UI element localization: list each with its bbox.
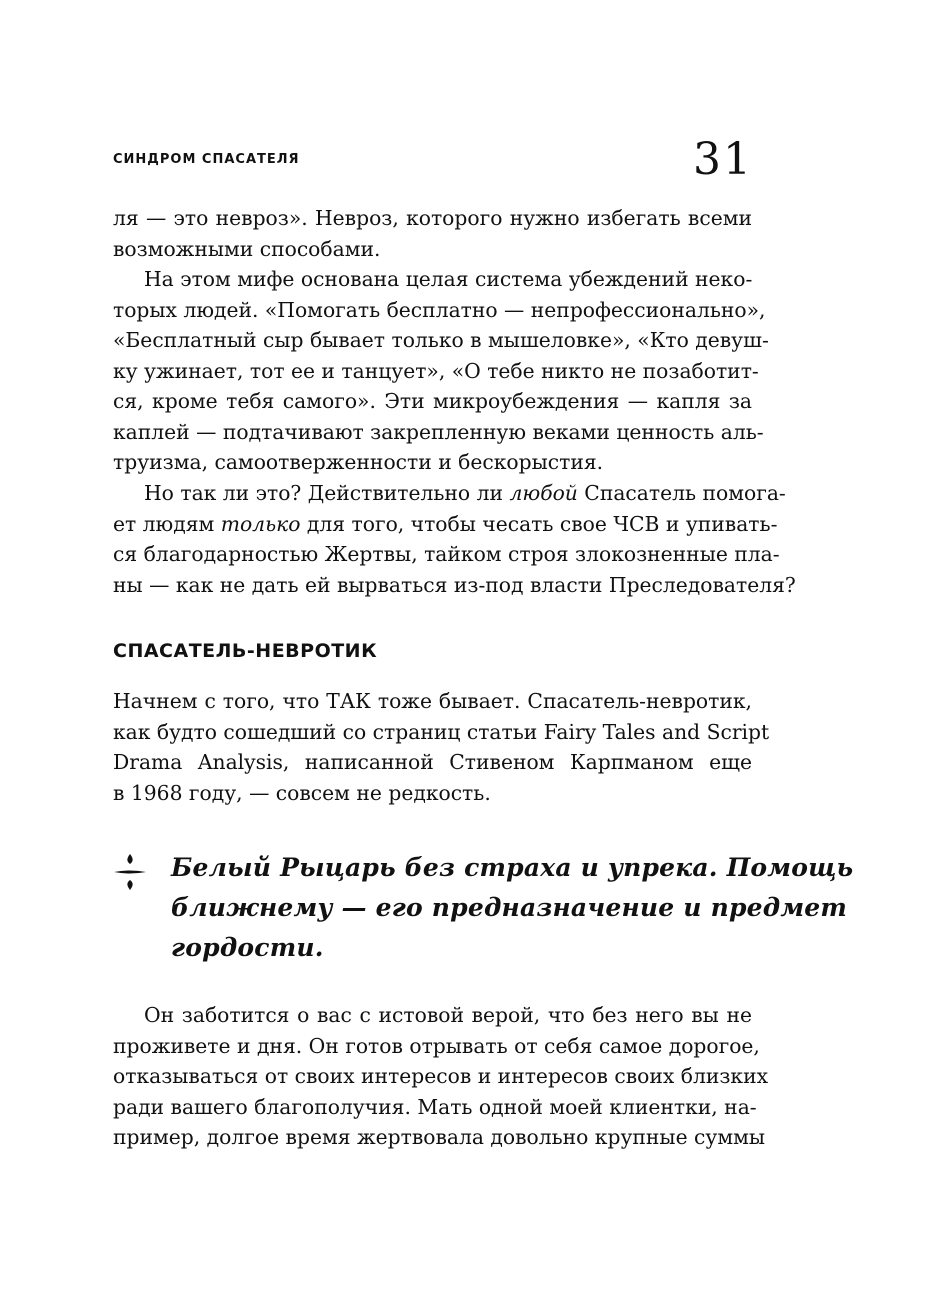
text-line: ся, кроме тебя самого». Эти микроубеждения — капля за — [113, 389, 752, 413]
text-line: ет людям только для того, чтобы чесать свое ЧСВ и упивать- — [113, 511, 778, 536]
text-line: ны — как не дать ей вырваться из-под власти Преследователя? — [113, 572, 796, 597]
text-line: каплей — подтачивают закрепленную веками ценность аль- — [113, 419, 764, 444]
text-line: пример, долгое время жертвовала довольно крупные суммы — [113, 1125, 766, 1149]
callout-line: ближнему — его предназначение и предмет — [171, 893, 848, 922]
text-line: Drama Analysis, написанной Стивеном Карпманом еще — [113, 750, 752, 774]
section-heading: СПАСАТЕЛЬ-НЕВРОТИК — [113, 640, 378, 662]
callout-line: гордости. — [171, 933, 324, 962]
paragraph-5 — [113, 1000, 769, 1153]
text-line: в 1968 году, — совсем не редкость. — [113, 780, 491, 805]
text-line: возможными способами. — [113, 236, 381, 261]
text-line: «Бесплатный сыр бывает только в мышеловке», «Кто девуш- — [113, 328, 769, 352]
emphasis: только — [220, 511, 301, 536]
text-line: как будто сошедший со страниц статьи Fairy Tales and Script — [113, 719, 770, 744]
text-line: Он заботится о вас с истовой верой, что без него вы не — [144, 1003, 752, 1027]
page-header — [113, 130, 753, 190]
text-line: На этом мифе основана целая система убеждений неко- — [144, 267, 753, 291]
text-line: торых людей. «Помогать бесплатно — непрофессионально», — [113, 297, 766, 322]
paragraph-2 — [113, 264, 769, 478]
text-line: ся благодарностью Жертвы, тайком строя злокозненные пла- — [113, 542, 780, 566]
emphasis: любой — [509, 481, 578, 505]
text-line: Но так ли это? Действительно ли любой Спасатель помога- — [144, 481, 786, 505]
text-line: ку ужинает, тот ее и танцует», «О тебе никто не позаботит- — [113, 358, 759, 383]
text-line: труизма, самоотверженности и бескорыстия. — [113, 450, 604, 474]
callout-quote — [113, 848, 854, 978]
divide-icon — [113, 852, 147, 892]
callout-line: Белый Рыцарь без страха и упрека. Помощь — [171, 853, 854, 882]
text-line: отказываться от своих интересов и интересов своих близких — [113, 1064, 769, 1088]
paragraph-3 — [113, 478, 796, 600]
text-line: проживете и дня. Он готов отрывать от себя самое дорогое, — [113, 1033, 760, 1058]
page-number: 31 — [693, 134, 753, 185]
text-line: Начнем с того, что ТАК тоже бывает. Спасатель-невротик, — [113, 689, 752, 713]
running-title: СИНДРОМ СПАСАТЕЛЯ — [113, 152, 300, 167]
text-line: ради вашего благополучия. Мать одной моей клиентки, на- — [113, 1094, 757, 1119]
callout-text — [171, 848, 854, 968]
paragraph-1 — [113, 203, 752, 264]
text-line: ля — это невроз». Невроз, которого нужно избегать всеми — [113, 206, 752, 230]
paragraph-4 — [113, 686, 770, 808]
